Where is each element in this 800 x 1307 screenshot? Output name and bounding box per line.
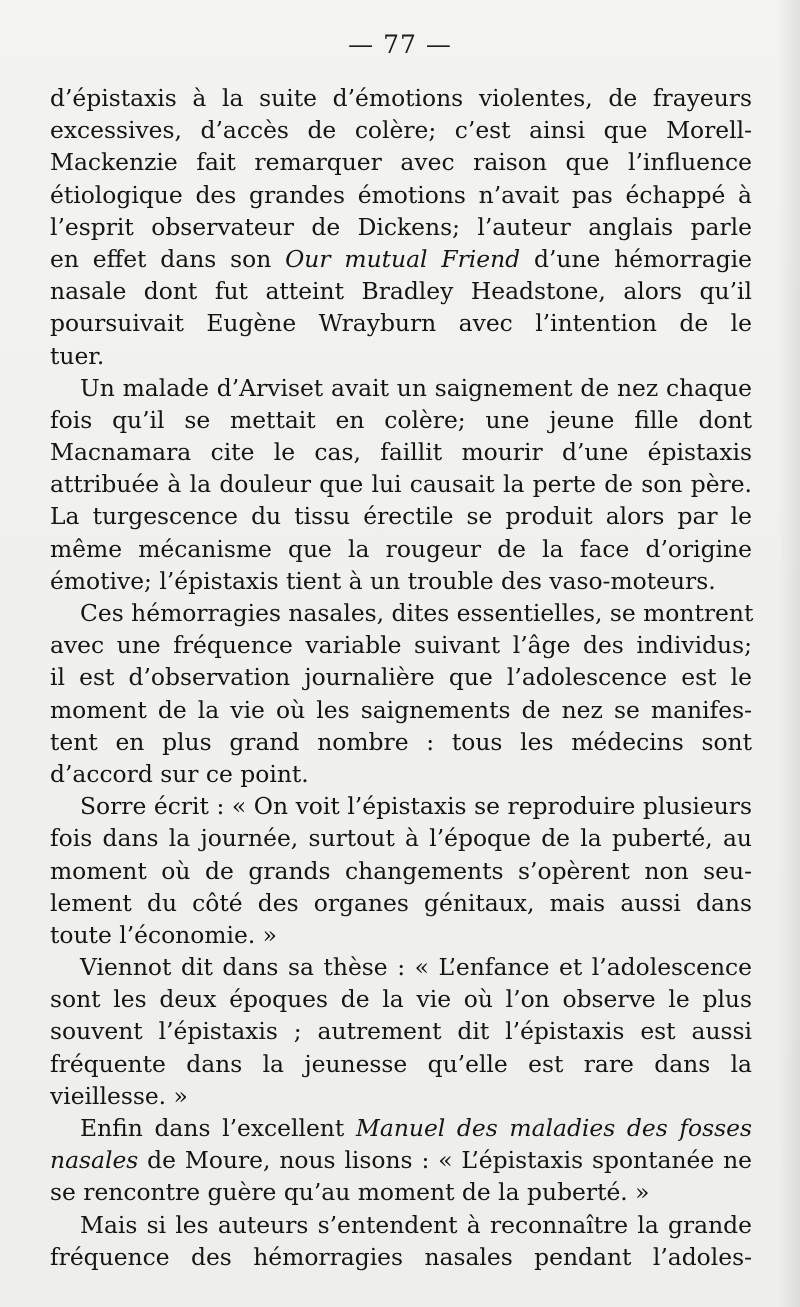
- text-line: [50, 983, 752, 1015]
- body-text: [50, 82, 752, 1273]
- text-segment: d’accord sur ce point.: [50, 759, 309, 788]
- text-line: [50, 887, 752, 919]
- text-line: [50, 951, 752, 983]
- text-segment: Sorre écrit : « On voit l’épistaxis se reproduire plusieurs: [80, 792, 752, 821]
- text-line: [50, 758, 752, 790]
- text-line: [50, 307, 752, 339]
- text-segment: fréquence des hémorragies nasales pendant l’adoles-: [50, 1242, 752, 1271]
- text-segment: Enfin dans l’excellent: [80, 1114, 356, 1142]
- text-line: [50, 597, 752, 629]
- text-segment: même mécanisme que la rougeur de la face d’origine: [50, 534, 752, 563]
- text-segment: d’épistaxis à la suite d’émotions violentes, de frayeurs: [50, 84, 752, 112]
- text-segment: il est d’observation journalière que l’adolescence est le: [50, 663, 752, 692]
- text-line: [50, 404, 752, 436]
- text-segment: l’esprit observateur de Dickens; l’auteur anglais parle: [50, 212, 752, 241]
- text-segment: de Moure, nous lisons : « L’épistaxis spontanée ne: [138, 1146, 752, 1175]
- page-number: — 77 —: [348, 30, 452, 59]
- text-segment: d’une hémorragie: [520, 244, 752, 273]
- text-segment: La turgescence du tissu érectile se produit alors par le: [50, 502, 752, 531]
- text-line: [50, 855, 752, 887]
- text-segment: fréquente dans la jeunesse qu’elle est rare dans la: [50, 1049, 752, 1078]
- text-segment: avec une fréquence variable suivant l’âge des individus;: [50, 631, 752, 660]
- text-segment: Viennot dit dans sa thèse : « L’enfance et l’adolescence: [80, 953, 752, 982]
- text-line: [50, 1080, 752, 1112]
- text-segment: poursuivait Eugène Wrayburn avec l’intention de le: [50, 309, 752, 338]
- italic-title: nasales: [50, 1146, 139, 1175]
- text-segment: nasale dont fut atteint Bradley Headstone, alors qu’il: [50, 277, 752, 306]
- text-line: [50, 179, 752, 211]
- text-segment: Mackenzie fait remarquer avec raison que l’influence: [50, 148, 752, 177]
- text-line: [50, 1144, 752, 1176]
- text-line: [50, 1176, 752, 1208]
- text-segment: lement du côté des organes génitaux, mais aussi dans: [50, 888, 752, 917]
- text-line: [50, 790, 752, 822]
- text-line: [50, 726, 752, 758]
- text-line: [50, 211, 752, 243]
- text-segment: émotive; l’épistaxis tient à un trouble des vaso-moteurs.: [50, 566, 716, 595]
- text-segment: moment de la vie où les saignements de nez se manifes-: [50, 695, 752, 724]
- text-segment: étiologique des grandes émotions n’avait pas échappé à: [50, 180, 752, 209]
- text-line: [50, 340, 752, 372]
- text-line: [50, 468, 752, 500]
- text-line: [50, 533, 752, 565]
- text-segment: Ces hémorragies nasales, dites essentielles, se montrent: [80, 599, 754, 627]
- text-segment: Macnamara cite le cas, faillit mourir d’une épistaxis: [50, 438, 752, 467]
- page-edge-shadow: [778, 0, 800, 1307]
- text-segment: moment où de grands changements s’opèrent non seu-: [50, 856, 752, 885]
- text-line: [50, 1015, 752, 1047]
- text-segment: toute l’économie. »: [50, 920, 277, 949]
- text-line: [50, 694, 752, 726]
- text-segment: tent en plus grand nombre : tous les médecins sont: [50, 727, 752, 756]
- text-line: [50, 919, 752, 951]
- text-line: [50, 822, 752, 854]
- text-line: [50, 146, 752, 178]
- text-line: [50, 243, 752, 275]
- text-line: [50, 629, 752, 661]
- text-segment: se rencontre guère qu’au moment de la puberté. »: [50, 1178, 650, 1207]
- text-line: [50, 82, 752, 114]
- italic-title: Our mutual Friend: [285, 244, 521, 273]
- text-line: [50, 500, 752, 532]
- italic-title: Manuel des maladies des fosses: [355, 1114, 752, 1142]
- text-segment: Mais si les auteurs s’entendent à reconnaître la grande: [80, 1210, 752, 1239]
- text-segment: souvent l’épistaxis ; autrement dit l’épistaxis est aussi: [50, 1017, 752, 1046]
- text-segment: vieillesse. »: [50, 1081, 188, 1110]
- text-segment: fois qu’il se mettait en colère; une jeune fille dont: [50, 405, 752, 434]
- text-line: [50, 565, 752, 597]
- text-segment: excessives, d’accès de colère; c’est ainsi que Morell-: [50, 116, 752, 145]
- text-line: [50, 1209, 752, 1241]
- text-line: [50, 436, 752, 468]
- text-segment: en effet dans son: [50, 244, 286, 273]
- text-segment: Un malade d’Arviset avait un saignement de nez chaque: [80, 373, 752, 402]
- text-line: [50, 661, 752, 693]
- text-line: [50, 114, 752, 146]
- text-line: [50, 1048, 752, 1080]
- text-segment: fois dans la journée, surtout à l’époque de la puberté, au: [50, 824, 752, 853]
- text-segment: attribuée à la douleur que lui causait la perte de son père.: [50, 470, 752, 499]
- text-line: [50, 372, 752, 404]
- text-segment: sont les deux époques de la vie où l’on observe le plus: [50, 985, 752, 1014]
- text-line: [50, 275, 752, 307]
- text-line: [50, 1241, 752, 1273]
- text-segment: tuer.: [50, 341, 105, 370]
- text-line: [50, 1112, 752, 1144]
